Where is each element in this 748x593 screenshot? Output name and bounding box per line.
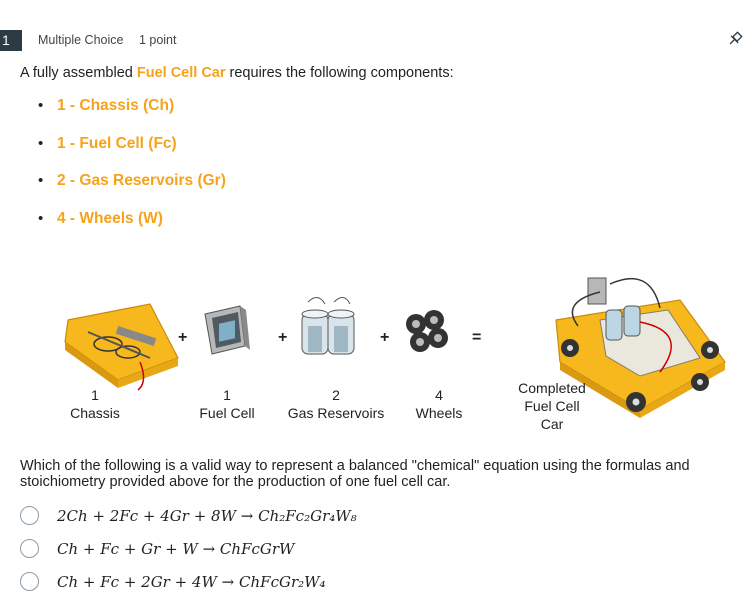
result-line: Fuel Cell [524,398,580,414]
radio-button[interactable] [20,506,39,525]
answer-options [20,499,357,593]
item-count: 1 [223,387,231,403]
plus-operator: + [380,329,390,346]
option-label: Ch + Fc + Gr + W → ChFcGrW [57,539,295,558]
item-count: 1 [91,387,99,403]
component-label: 1 - Chassis (Ch) [57,97,175,114]
list-item [38,172,226,210]
gas-reservoirs-label [280,386,392,422]
completed-car-label [510,379,594,433]
result-line: Car [540,416,564,432]
chassis-image [65,304,178,390]
prompt-highlight: Fuel Cell Car [136,65,226,81]
gas-reservoirs-image [302,297,354,354]
question-meta [38,33,176,47]
question-type: Multiple Choice [38,33,124,47]
option-label: Ch + Fc + 2Gr + 4W → ChFcGr₂W₄ [57,572,326,591]
radio-button[interactable] [20,572,39,591]
bullet: • [38,97,44,114]
chassis-label [60,386,130,422]
question-prompt [20,65,454,81]
item-name: Fuel Cell [199,405,255,421]
fuel-cell-image [205,306,250,354]
bullet: • [38,209,44,227]
radio-button[interactable] [20,539,39,558]
question-points: 1 point [138,33,177,47]
item-count: 2 [332,387,340,403]
answer-option[interactable] [20,499,357,532]
result-line: Completed [518,380,586,396]
component-label: 1 - Fuel Cell (Fc) [57,134,177,152]
components-list [38,97,226,247]
equals-operator: = [472,329,482,346]
item-name: Wheels [415,405,463,421]
question-number: 1 [0,30,22,51]
item-name: Chassis [70,405,120,421]
component-label: 4 - Wheels (W) [57,209,163,227]
option-label: 2Ch + 2Fc + 4Gr + 8W → Ch₂Fc₂Gr₄W₈ [57,506,357,525]
plus-operator: + [178,329,188,346]
list-item [38,210,226,248]
wheels-label [408,386,470,422]
wheels-image [406,310,448,352]
prompt-text: A fully assembled [20,65,137,81]
answer-option[interactable] [20,565,357,593]
bullet: • [38,134,44,152]
plus-operator: + [278,329,288,346]
list-item [38,135,226,173]
fuel-cell-car-figure [0,262,748,442]
prompt-text-end: requires the following components: [225,65,454,81]
question-text: Which of the following is a valid way to represent a balanced "chemical" equation using the formulas and stoichiometry provided above for the production of one fuel cell car. [20,458,690,490]
pin-icon[interactable] [727,31,743,47]
component-label: 2 - Gas Reservoirs (Gr) [57,172,226,189]
bullet: • [38,172,44,189]
answer-option[interactable] [20,532,357,565]
item-count: 4 [435,387,443,403]
fuel-cell-label [192,386,262,422]
item-name: Gas Reservoirs [287,405,385,421]
list-item [38,97,226,135]
